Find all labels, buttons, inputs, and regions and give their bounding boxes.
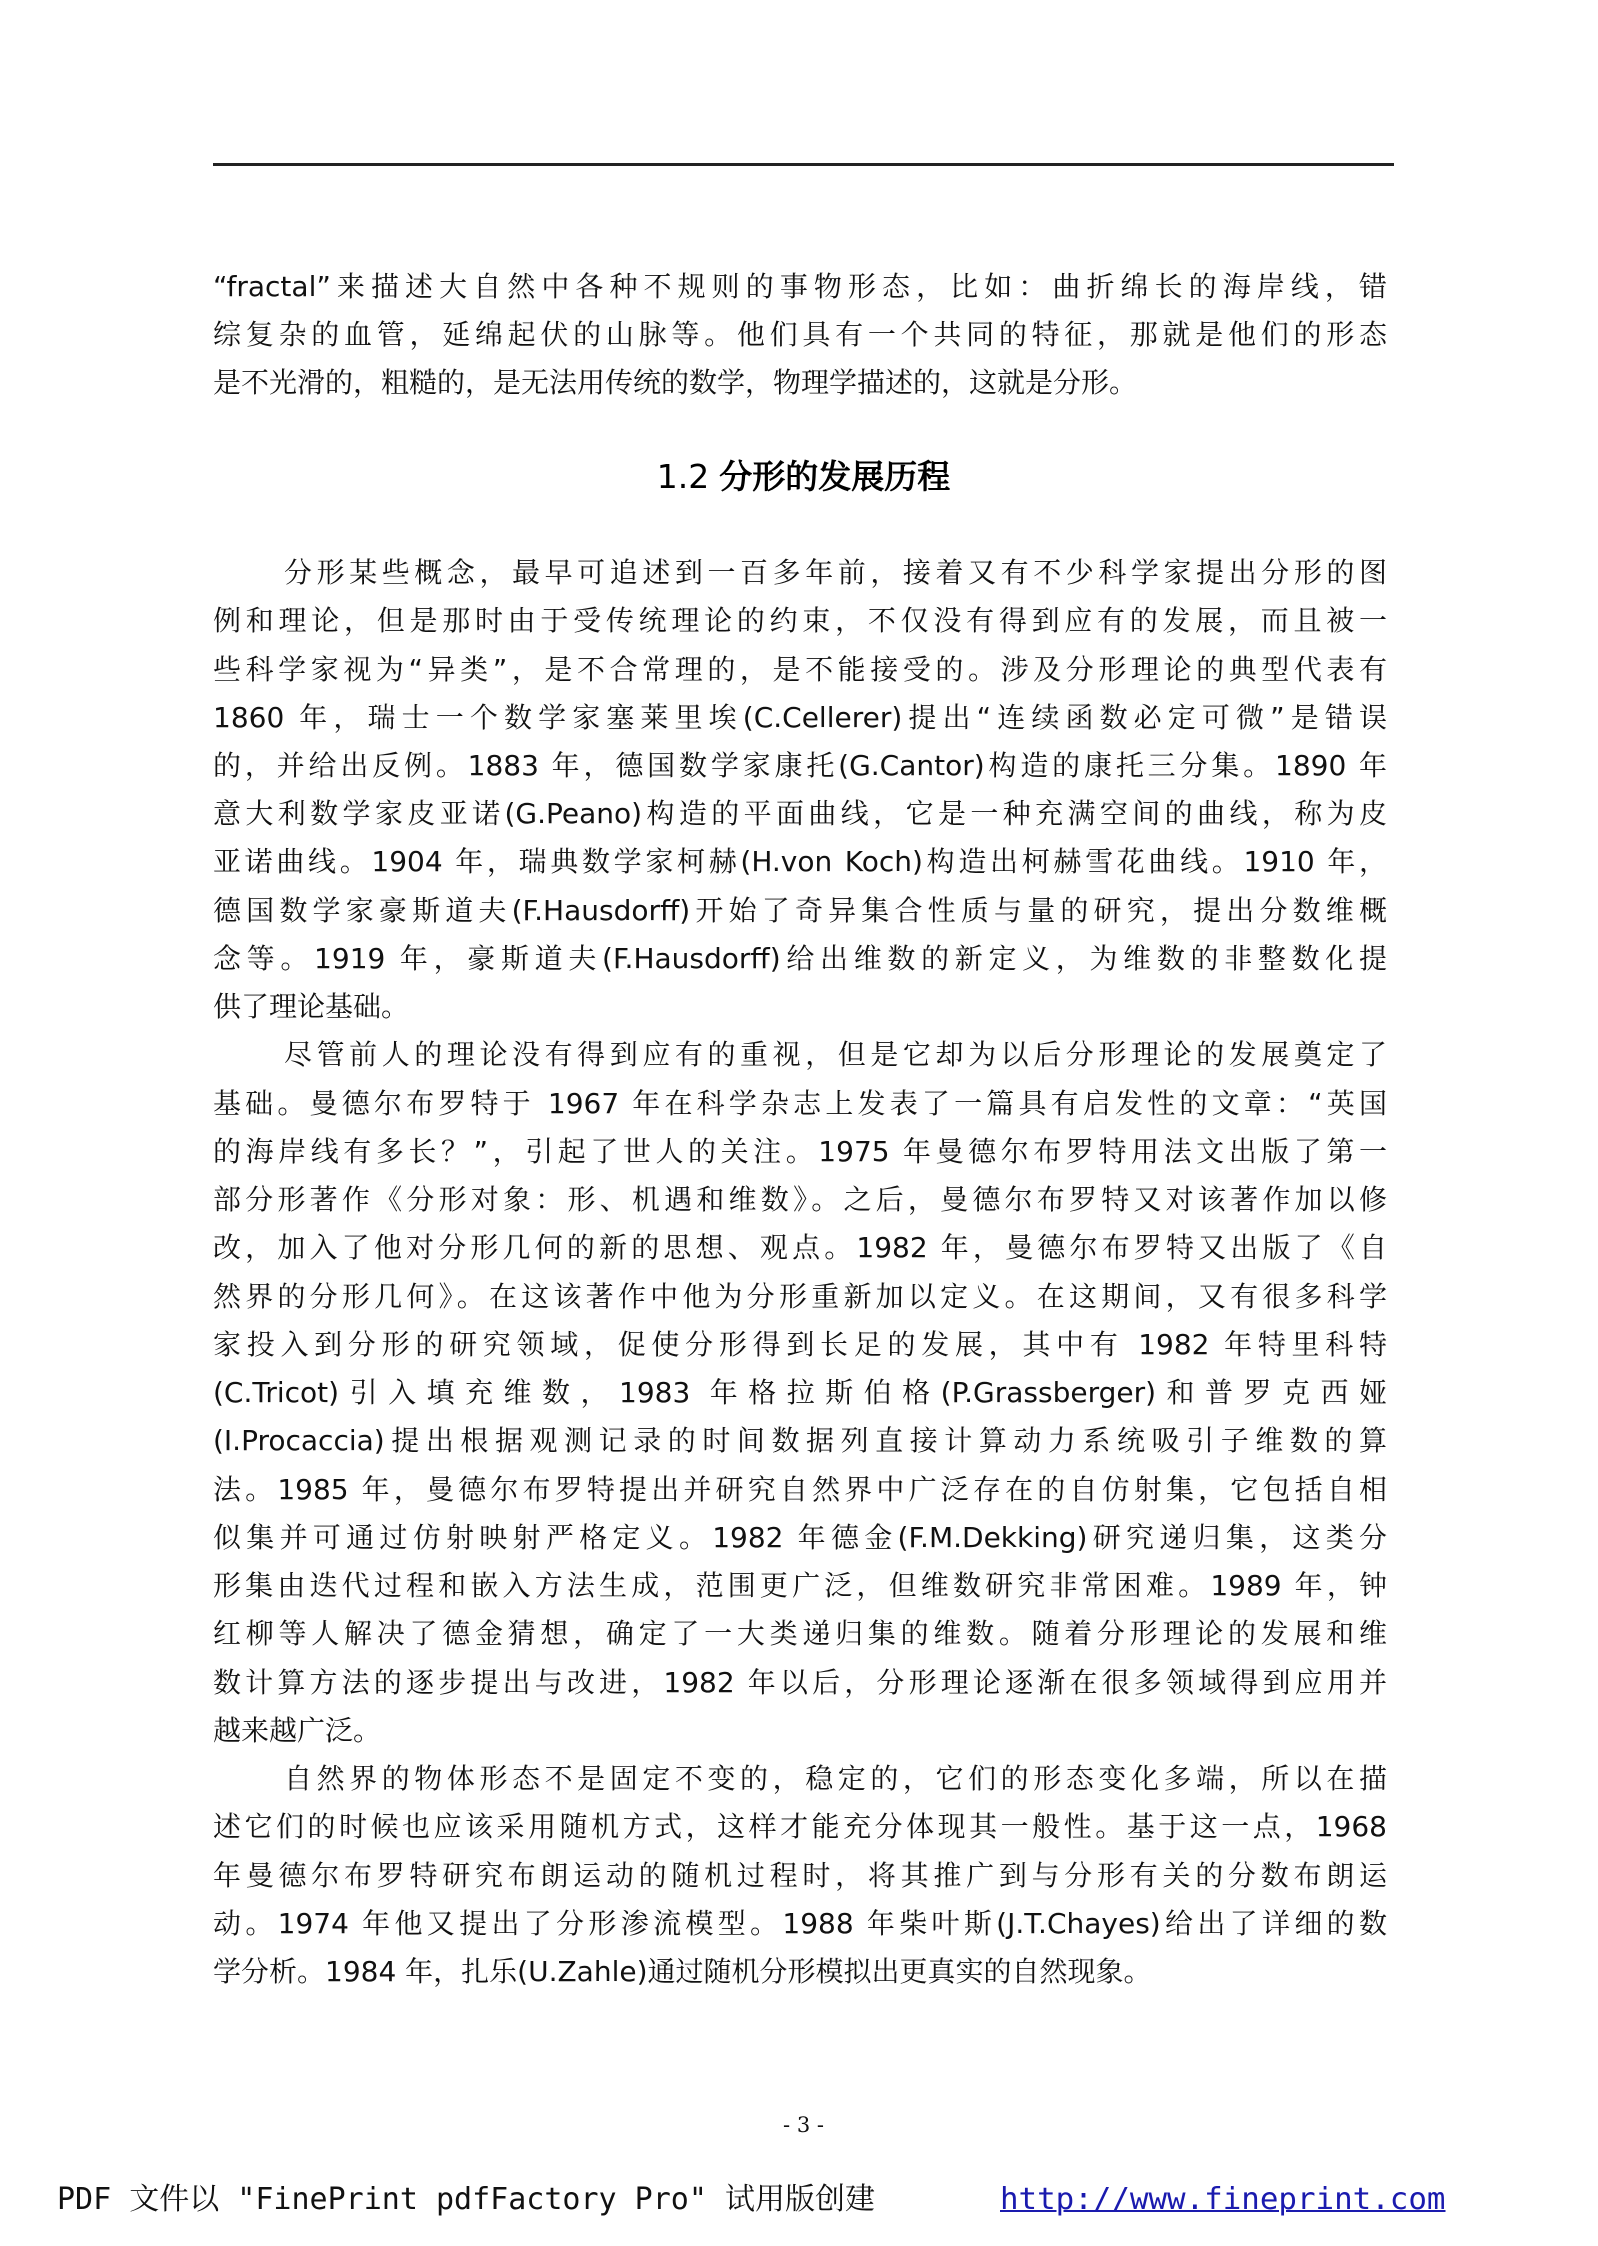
text-line: 然界的分形几何》。在这该著作中他为分形重新加以定义。在这期间，又有很多科学	[213, 1279, 1387, 1313]
text-line: 1860 年，瑞士一个数学家塞莱里埃(C.Cellerer)提出“连续函数必定可微”是错误	[213, 700, 1387, 734]
text-line: 似集并可通过仿射映射严格定义。1982 年德金(F.M.Dekking)研究递归集，这类分	[213, 1520, 1387, 1554]
section-heading	[213, 456, 1394, 498]
text-line: 综复杂的血管，延绵起伏的山脉等。他们具有一个共同的特征，那就是他们的形态	[213, 318, 1387, 351]
text-line: 念等。1919 年，豪斯道夫(F.Hausdorff)给出维数的新定义，为维数的非整数化提	[213, 941, 1387, 975]
text-line: 意大利数学家皮亚诺(G.Peano)构造的平面曲线，它是一种充满空间的曲线，称为皮	[213, 797, 1387, 831]
text-line: 是不光滑的，粗糙的，是无法用传统的数学，物理学描述的，这就是分形。	[213, 366, 1138, 399]
text-line: 改，加入了他对分形几何的新的思想、观点。1982 年，曼德尔布罗特又出版了《自	[213, 1231, 1387, 1265]
fineprint-link[interactable]: http://www.fineprint.com	[1000, 2182, 1446, 2217]
text-line: 部分形著作《分形对象：形、机遇和维数》。之后，曼德尔布罗特又对该著作加以修	[213, 1183, 1387, 1217]
text-line: (C.Tricot)引入填充维数，1983 年格拉斯伯格(P.Grassberger)和普罗克西娅	[213, 1376, 1387, 1410]
text-line: 法。1985 年，曼德尔布罗特提出并研究自然界中广泛存在的自仿射集，它包括自相	[213, 1472, 1387, 1506]
text-line: 供了理论基础。	[213, 990, 410, 1024]
text-line: 家投入到分形的研究领域，促使分形得到长足的发展，其中有 1982 年特里科特	[213, 1327, 1387, 1361]
text-line: 学分析。1984 年，扎乐(U.Zahle)通过随机分形模拟出更真实的自然现象。	[213, 1955, 1152, 1988]
text-line: 形集由迭代过程和嵌入方法生成，范围更广泛，但维数研究非常困难。1989 年，钟	[213, 1569, 1387, 1602]
text-line: 的海岸线有多长？”，引起了世人的关注。1975 年曼德尔布罗特用法文出版了第一	[213, 1134, 1387, 1168]
header-rule	[213, 163, 1394, 166]
section-number: 1.2	[656, 457, 710, 496]
text-line: 述它们的时候也应该采用随机方式，这样才能充分体现其一般性。基于这一点，1968	[213, 1810, 1387, 1844]
text-line: “fractal”来描述大自然中各种不规则的事物形态，比如：曲折绵长的海岸线，错	[213, 270, 1387, 303]
text-line: 基础。曼德尔布罗特于 1967 年在科学杂志上发表了一篇具有启发性的文章：“英国	[213, 1086, 1387, 1120]
text-line: 动。1974 年他又提出了分形渗流模型。1988 年柴叶斯(J.T.Chayes)给出了详细的数	[213, 1906, 1387, 1940]
pdf-watermark-text: PDF 文件以 "FinePrint pdfFactory Pro" 试用版创建	[57, 2182, 875, 2217]
page-number: - 3 -	[783, 2113, 824, 2137]
text-line: 数计算方法的逐步提出与改进，1982 年以后，分形理论逐渐在很多领域得到应用并	[213, 1665, 1387, 1699]
text-line: 的，并给出反例。1883 年，德国数学家康托(G.Cantor)构造的康托三分集。1890 年	[213, 749, 1387, 782]
text-line: 尽管前人的理论没有得到应有的重视，但是它却为以后分形理论的发展奠定了	[284, 1038, 1387, 1072]
text-line: 自然界的物体形态不是固定不变的，稳定的，它们的形态变化多端，所以在描	[284, 1762, 1387, 1795]
text-line: 越来越广泛。	[213, 1713, 382, 1747]
text-line: 些科学家视为“异类”，是不合常理的，是不能接受的。涉及分形理论的典型代表有	[213, 652, 1387, 686]
text-line: 红柳等人解决了德金猜想，确定了一大类递归集的维数。随着分形理论的发展和维	[213, 1617, 1387, 1651]
text-line: 年曼德尔布罗特研究布朗运动的随机过程时，将其推广到与分形有关的分数布朗运	[213, 1858, 1387, 1892]
text-line: 亚诺曲线。1904 年，瑞典数学家柯赫(H.von Koch)构造出柯赫雪花曲线。1910 年，	[213, 845, 1387, 879]
text-line: 德国数学家豪斯道夫(F.Hausdorff)开始了奇异集合性质与量的研究，提出分数维概	[213, 893, 1387, 927]
text-line: 例和理论，但是那时由于受传统理论的约束，不仅没有得到应有的发展，而且被一	[213, 604, 1387, 638]
section-title: 分形的发展历程	[719, 457, 951, 496]
text-line: (I.Procaccia)提出根据观测记录的时间数据列直接计算动力系统吸引子维数的算	[213, 1424, 1387, 1458]
text-line: 分形某些概念，最早可追述到一百多年前，接着又有不少科学家提出分形的图	[284, 556, 1387, 589]
